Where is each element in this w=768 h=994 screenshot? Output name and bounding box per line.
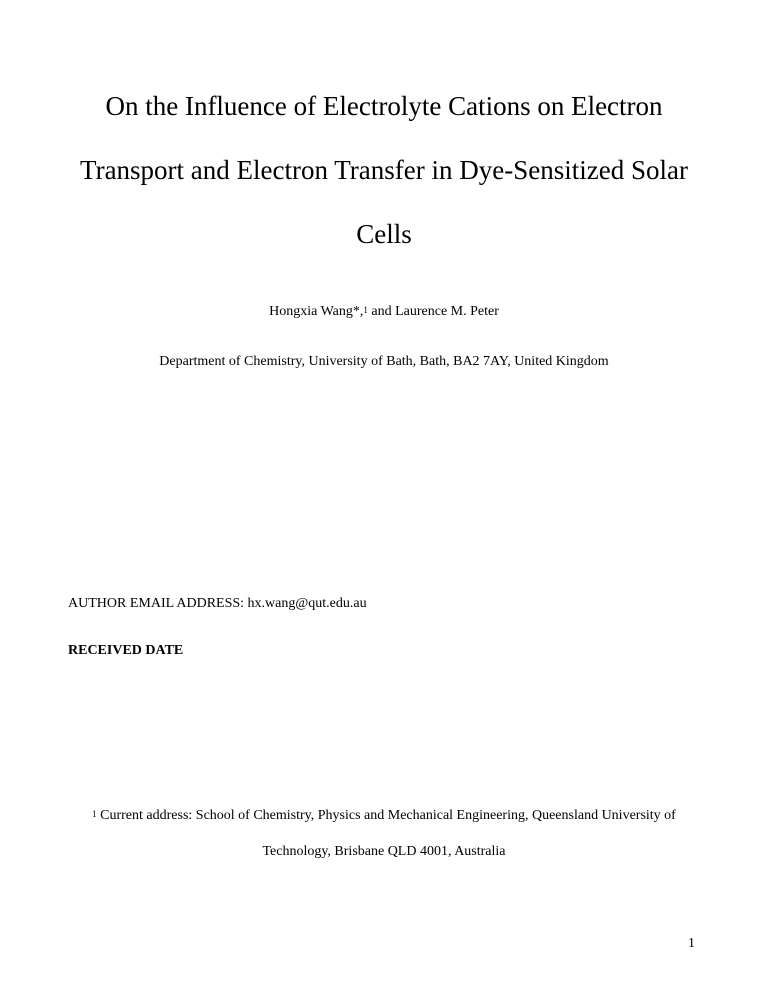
author-footnote-marker: 1 (363, 305, 368, 315)
received-date-label: RECEIVED DATE (68, 643, 184, 658)
author-list (0, 302, 768, 322)
title-line-1: On the Influence of Electrolyte Cations on Electron (105, 91, 663, 121)
affiliation: Department of Chemistry, University of Bath, Bath, BA2 7AY, United Kingdom (159, 354, 609, 369)
title-line-3: Cells (356, 219, 412, 249)
author-rest: and Laurence M. Peter (367, 304, 499, 319)
footnote-text-1: Current address: School of Chemistry, Physics and Mechanical Engineering, Queensland University of (96, 808, 676, 823)
title-line-2: Transport and Electron Transfer in Dye-Sensitized Solar (80, 155, 688, 185)
page-number: 1 (688, 936, 695, 951)
footnote-marker: 1 (92, 809, 97, 819)
footnote-line-1 (0, 806, 768, 826)
author-first: Hongxia Wang*, (269, 304, 364, 319)
author-email: AUTHOR EMAIL ADDRESS: hx.wang@qut.edu.au (68, 596, 367, 611)
footnote-line-2: Technology, Brisbane QLD 4001, Australia (262, 844, 506, 859)
